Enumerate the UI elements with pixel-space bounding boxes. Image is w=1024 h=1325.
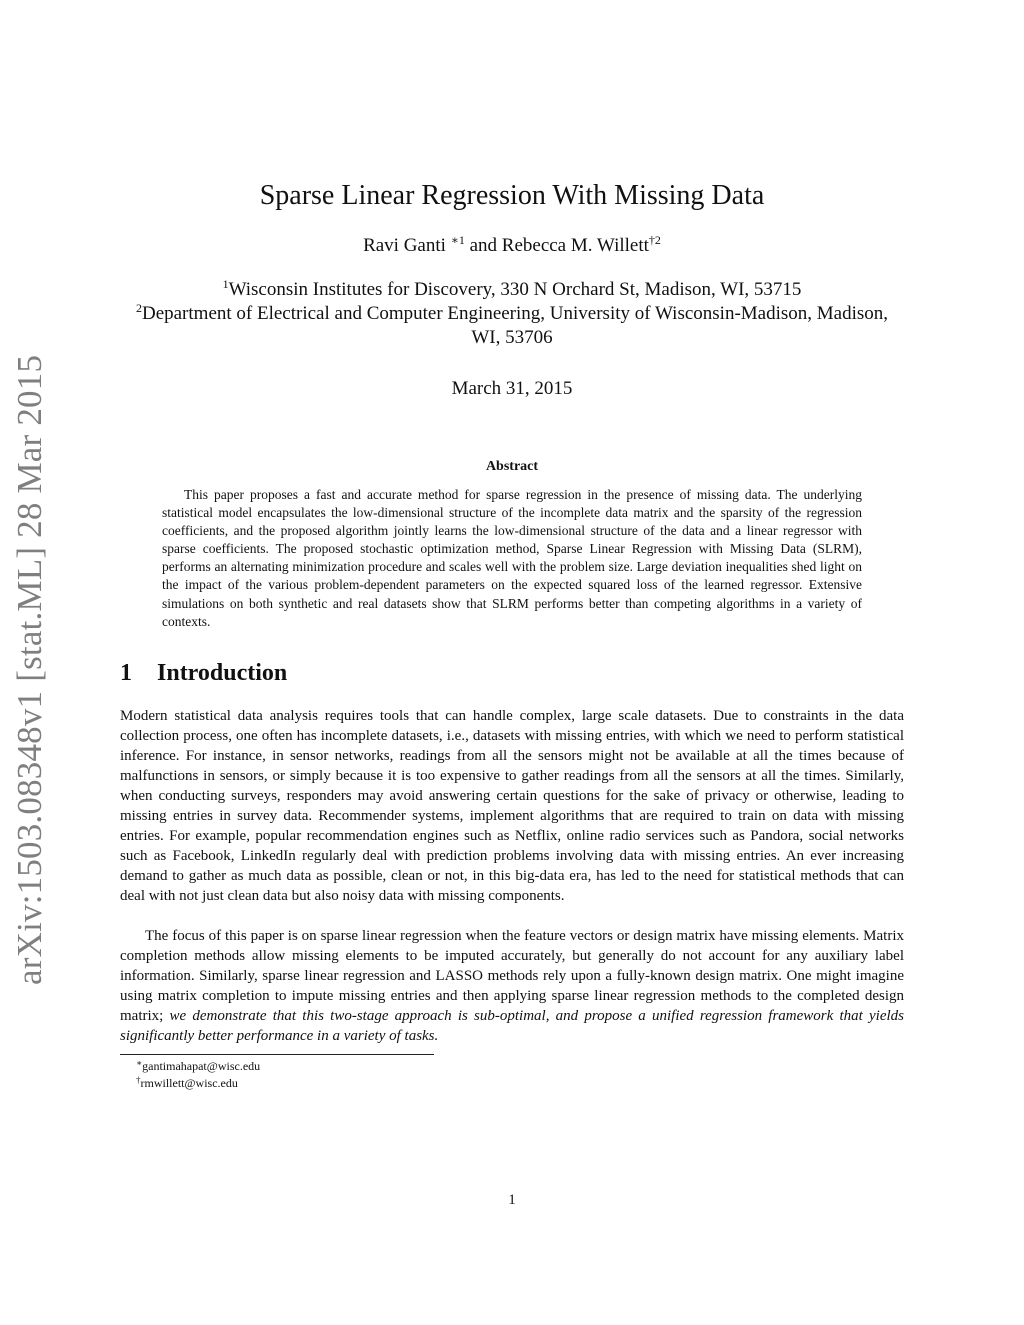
footnote-divider [120,1054,434,1055]
footnote [136,1075,238,1091]
footnote-email: gantimahapat@wisc.edu [142,1059,261,1073]
paragraph-emphasis: we demonstrate that this two-stage approach is sub-optimal, and propose a unified regression framework that yields significantly better performance in a variety of tasks. [120,1008,904,1044]
abstract-heading: Abstract [485,459,539,474]
author-affiliation-mark: †2 [648,233,661,247]
paper-title: Sparse Linear Regression With Missing Data [259,180,765,211]
page-number: 1 [508,1192,516,1208]
affiliation-text: Department of Electrical and Computer Engineering, University of Wisconsin-Madison, Madison, WI, 53706 [141,303,889,348]
footnote-mark: ∗ [136,1058,143,1068]
author-name: Rebecca M. Willett [501,235,649,256]
author-name: Ravi Ganti [363,235,446,256]
author-affiliation-mark: ∗1 [450,233,465,247]
section-number: 1 [120,660,132,686]
arxiv-identifier-stamp: arXiv:1503.08348v1 [stat.ML] 28 Mar 2015 [10,354,49,985]
paragraph-text: The focus of this paper is on sparse linear regression when the feature vectors or design matrix have missing elements. Matrix completion methods allow missing elements to be imputed accurately, but generally do not account for any auxiliary label information. Similarly, sparse linear regression and LASSO methods rely upon a fully-known design matrix. One might imagine using matrix completion to impute missing entries and then applying sparse linear regression methods to the completed design matrix; [120,928,904,1024]
body-paragraph [120,926,904,1046]
footnote-mark: † [136,1075,141,1085]
author-line [0,235,1024,257]
abstract-body: This paper proposes a fast and accurate method for sparse regression in the presence of missing data. The underlying statistical model encapsulates the low-dimensional structure of the incomplete data matrix and the sparsity of the regression coefficients, and the proposed algorithm jointly learns the low-dimensional structure of the data and a linear regressor with sparse coefficients. The proposed stochastic optimization method, Sparse Linear Regression with Missing Data (SLRM), performs an alternating minimization procedure and scales well with the problem size. Large deviation inequalities shed light on the impact of the various problem-dependent parameters on the expected squared loss of the learned regressor. Extensive simulations on both synthetic and real datasets show that SLRM performs better than competing algorithms in a variety of contexts. [162,487,862,629]
affiliation-mark: 1 [222,277,229,291]
footnote-email: rmwillett@wisc.edu [140,1076,238,1090]
affiliation-text: Wisconsin Institutes for Discovery, 330 N Orchard St, Madison, WI, 53715 [228,279,802,300]
section-title: Introduction [157,660,288,686]
affiliation-2 [120,302,904,350]
body-paragraph: Modern statistical data analysis requires tools that can handle complex, large scale datasets. Due to constraints in the data collection process, one often has incomplete datasets, i.e., datasets with missing entries, with which we need to perform statistical inference. For instance, in sensor networks, readings from all the sensors might not be available at all the times because of malfunctions in sensors, or simply because it is too expensive to gather readings from all the sensors at all the times. Similarly, when conducting surveys, responders may avoid answering certain questions for the sake of privacy or otherwise, leading to missing entries in survey data. Recommender systems, implement algorithms that are required to train on data with missing entries. For example, popular recommendation engines such as Netflix, online radio services such as Pandora, social networks such as Facebook, LinkedIn regularly deal with prediction problems involving data with missing entries. An ever increasing demand to gather as much data as possible, clean or not, in this big-data era, has led to the need for statistical methods that can deal with not just clean data but also noisy data with missing components. [120,708,904,904]
affiliation-mark: 2 [135,301,142,315]
footnote [136,1058,260,1074]
publication-date: March 31, 2015 [451,378,573,399]
author-connector: and [469,235,498,256]
affiliation-1 [120,278,904,302]
section-heading [120,660,287,687]
